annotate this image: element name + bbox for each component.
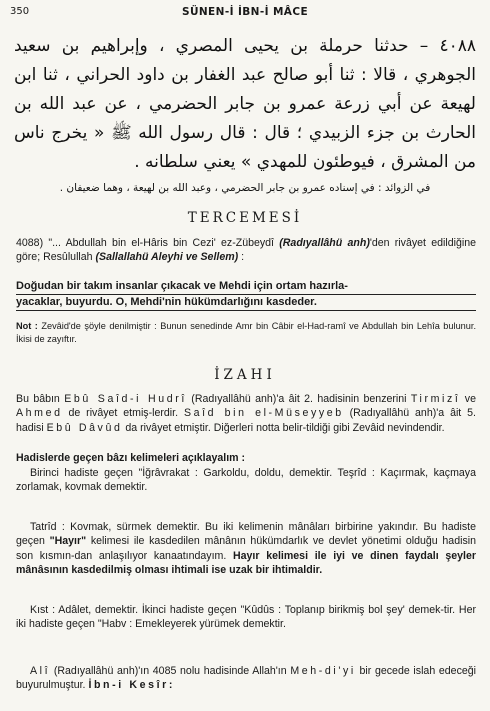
izah-paragraph-2: Birinci hadiste geçen "İğrâvrakat : Garkoldu, doldu, demektir. Teşrîd : Kaçırmak, kaçmaya zorlamak, kovmak demektir.	[16, 467, 476, 494]
izah-heading: İZAHI	[214, 367, 276, 383]
arabic-hadith-text: ٤٠٨٨ – حدثنا حرملة بن يحيى المصري ، وإبراهيم بن سعيد الجوهري ، قالا : ثنا أبو صالح عبد الغفار بن داود الحراني ، ثنا ابن لهيعة عن أبي زرعة عمرو بن جابر الحضرمي ، عن عبد الله بن الحارث بن جزء الزبيدي ؛ قال : قال رسول الله ﷺ « يخرج ناس من المشرق ، فيوطئون للمهدي » يعني سلطانه .	[14, 36, 476, 172]
p3-d: Hayır kelimesi ile iyi ve dinen faydalı şeyler mânâsının kasdedilmiş olması ihtimali ise uzak bir ihtimaldir.	[16, 549, 476, 577]
tercume-hadith-meaning	[16, 278, 476, 312]
p1-c: (Radıyallâhü anh)'a âit 2. hadisinin benzerini	[186, 393, 411, 405]
note-label: Not :	[16, 321, 38, 331]
izah-paragraph-4: Kıst : Adâlet, demektir. İkinci hadiste geçen "Kûdûs : Toplanıp birikmiş bol şey' demek-tir. Her iki hadiste geçen "Habv : Emekleyerek yürümek demektir.	[16, 604, 476, 631]
izah-paragraph-1	[16, 392, 476, 435]
p1-j: Ebû Dâvûd	[46, 421, 123, 434]
p3-c: kelimesi ile kasdedilen mânânın hükümdarlık ve devlet yönetimi olduğu hadisin son kısmın-dan anlaşılıyor kanaatındayım.	[16, 535, 476, 562]
page-number: 350	[10, 6, 30, 17]
p5-b: (Radıyallâhü anh)'ın 4085 nolu hadisinde Allah'ın	[50, 665, 291, 677]
tercume-quote-e: :	[238, 251, 245, 264]
p1-i: (Radıyallâhü anh)'a âit 5. hadisi	[16, 407, 476, 434]
tercume-quote-a: 4088) "... Abdullah bin el-Hâris bin Cezi' ez-Zübeydî	[16, 237, 280, 249]
tercume-note	[16, 320, 476, 345]
meaning-line-1: Doğudan bir takım insanlar çıkacak ve Mehdi için ortam hazırla-	[16, 279, 476, 295]
running-title: SÜNEN-İ İBN-İ MÂCE	[181, 6, 309, 18]
arabic-zawaid-note: في الزوائد : في إسناده عمرو بن جابر الحضرمي ، وعبد الله بن لهيعة ، وهما ضعيفان .	[59, 182, 431, 194]
tercume-quote	[16, 236, 476, 265]
note-text: Zevâid'de şöyle denilmiştir : Bunun senedinde Amr bin Câbir el-Had-ramî ve Abdullah bin Lehîa bulunur. İkisi de zayıftır.	[16, 321, 477, 344]
p1-k: da rivâyet etmiştir. Diğerleri notta belir-tildiği gibi Zevâid nevindendir.	[122, 421, 445, 434]
p5-e: İbn-i Kesîr:	[88, 679, 175, 692]
page-header	[10, 6, 480, 22]
tercume-quote-b: (Radıyallâhü anh)	[279, 237, 370, 249]
tercume-quote-d: (Sallallahü Aleyhi ve Sellem)	[95, 251, 239, 264]
izah-paragraph-3	[16, 520, 476, 578]
p5-a: Alî	[30, 665, 51, 677]
p1-d: Tirmizî	[410, 393, 461, 405]
p5-c: Meh-di'yi	[290, 665, 356, 677]
p1-e: ve	[460, 393, 476, 405]
izah-subheading: Hadislerde geçen bâzı kelimeleri açıklayalım :	[16, 452, 246, 464]
tercume-heading: TERCEMESİ	[187, 210, 303, 226]
p5-d: bir gecede islah edeceği buyurulmuştur.	[16, 665, 477, 692]
izah-paragraph-5	[16, 664, 476, 693]
p3-a: Tatrîd : Kovmak, sürmek demektir. Bu iki kelimenin mânâları birbirine yakındır. Bu hadiste geçen	[16, 521, 476, 548]
p1-g: de rivâyet etmiş-lerdir.	[62, 407, 184, 420]
p1-f: Ahmed	[16, 407, 63, 420]
p1-h: Saîd bin el-Müseyyeb	[183, 407, 344, 420]
p3-b: "Hayır"	[49, 535, 87, 548]
tercume-quote-c: 'den rivâyet edildiğine göre; Resûlullah	[16, 237, 476, 264]
p1-b: Ebû Saîd-i Hudrî	[64, 393, 187, 405]
p1-a: Bu bâbın	[16, 393, 65, 405]
meaning-line-2: yacaklar, buyurdu. O, Mehdi'nin hükümdarlığını kasdeder.	[16, 295, 476, 311]
